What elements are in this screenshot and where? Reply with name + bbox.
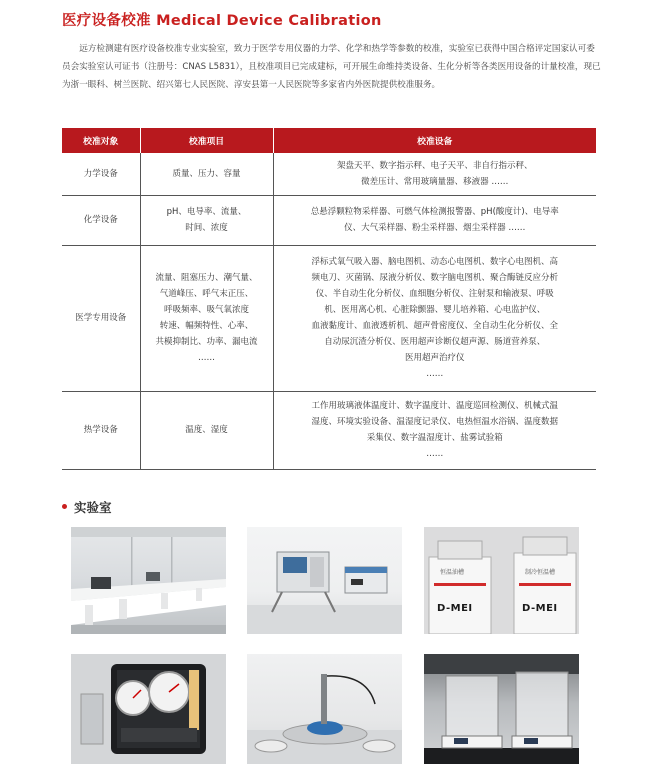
item-line: 质量、压力、容量 <box>172 168 241 179</box>
item-line: 时间、浓度 <box>185 223 228 233</box>
lab-heading-text: 实验室 <box>74 500 112 515</box>
item-line: 流量、阻塞压力、潮气量、 <box>155 273 258 283</box>
calibration-table <box>62 128 596 470</box>
row-items <box>140 391 273 469</box>
equipment-line: 医用超声治疗仪 <box>404 353 465 363</box>
bullet-dot <box>62 504 67 509</box>
row-items <box>140 153 273 195</box>
gauge-case-illustration <box>71 654 226 764</box>
page-title: 医疗设备校准 Medical Device Calibration <box>62 13 382 29</box>
equipment-line: 频电刀、灭菌锅、尿液分析仪、数字脑电图机、聚合酶链反应分析 <box>311 273 558 283</box>
item-line: 共模抑制比、功率、漏电流 <box>155 337 258 347</box>
equipment-line: 工作用玻璃液体温度计、数字温度计、温度巡回检测仪、机械式温 <box>311 401 558 411</box>
table-header-row <box>62 128 596 153</box>
table-row <box>62 153 596 195</box>
instrument-illustration <box>247 527 402 634</box>
row-object: 化学设备 <box>62 195 140 245</box>
equipment-line: 机、医用离心机、心脏除颤器、婴儿培养箱、心电监护仪、 <box>324 305 546 315</box>
row-equipment <box>273 195 596 245</box>
brand-logo-left: D-MEI <box>437 603 473 614</box>
row-equipment <box>273 245 596 391</box>
equipment-line: 湿度、环境实验设备、温湿度记录仪、电热恒温水浴锅、温度数据 <box>311 417 558 427</box>
lab-room-photo <box>71 527 226 634</box>
item-line: pH、电导率、流量、 <box>166 207 247 217</box>
analytical-balance-photo <box>424 654 579 764</box>
lab-room-illustration <box>71 527 226 634</box>
row-object: 医学专用设备 <box>62 245 140 391</box>
balance-illustration <box>424 654 579 764</box>
instrument-photo <box>247 527 402 634</box>
equipment-line: 仪、半自动生化分析仪、血细胞分析仪、注射泵和输液泵、呼吸 <box>315 289 554 299</box>
equipment-line: 采集仪、数字温湿度计、盐雾试验箱 <box>366 433 503 443</box>
header-object: 校准对象 <box>62 128 140 153</box>
table-row <box>62 195 596 245</box>
item-line: 温度、湿度 <box>185 425 228 435</box>
item-line: 气道峰压、呼气末正压、 <box>159 289 254 299</box>
equipment-line: 仪、大气采样器、粉尘采样器、烟尘采样器 …… <box>344 223 526 233</box>
equipment-line: 血液黏度计、血液透析机、超声骨密度仪、全自动生化分析仪、全 <box>311 321 558 331</box>
row-equipment <box>273 391 596 469</box>
equipment-line: …… <box>426 369 444 379</box>
intro-paragraph: 远方检测建有医疗设备校准专业实验室，致力于医学专用仪器的力学、化学和热学等参数的校准，实验室已获得中国合格评定国家认可委员会实验室认可证书（注册号：CNAS L5831），且校准项目已完成建标，可开展生命维持类设备、生化分析等各类医用设备的计量校准，现已为浙一眼科、树兰医院、绍兴第七人民医院、淳安县第一人民医院等多家省内外医院提供校准服务。 <box>62 44 601 90</box>
equipment-line: 自动尿沉渣分析仪、医用超声诊断仪超声源、肠道营养泵、 <box>324 337 546 347</box>
equipment-line: …… <box>426 449 444 459</box>
item-line: 转速、幅频特性、心率、 <box>159 321 254 331</box>
pressure-gauge-photo <box>71 654 226 764</box>
centrifuge-test-photo <box>247 654 402 764</box>
item-line: …… <box>198 353 215 363</box>
row-object: 力学设备 <box>62 153 140 195</box>
bath-right-label: 制冷恒温槽 <box>525 569 556 576</box>
baths-illustration <box>424 527 579 634</box>
row-object: 热学设备 <box>62 391 140 469</box>
equipment-line: 浮标式氧气吸入器、脑电图机、动态心电图机、数字心电图机、高 <box>311 257 558 267</box>
header-items: 校准项目 <box>140 128 273 153</box>
platform-illustration <box>247 654 402 764</box>
row-equipment <box>273 153 596 195</box>
table-row <box>62 391 596 469</box>
item-line: 呼吸频率、吸气氧浓度 <box>163 305 249 315</box>
bath-left-label: 恒温油槽 <box>440 569 465 576</box>
row-items <box>140 195 273 245</box>
equipment-line: 架盘天平、数字指示秤、电子天平、非自行指示秤、 <box>336 160 533 171</box>
equipment-line: 微差压计、常用玻璃量器、移液器 …… <box>361 176 509 187</box>
equipment-line: 总悬浮颗粒物采样器、可燃气体检测报警器、pH(酸度计)、电导率 <box>310 207 559 217</box>
header-equipment: 校准设备 <box>273 128 596 153</box>
brand-logo-right: D-MEI <box>522 603 558 614</box>
thermostatic-baths-photo <box>424 527 579 634</box>
table-row <box>62 245 596 391</box>
row-items <box>140 245 273 391</box>
lab-section-heading <box>62 498 112 516</box>
